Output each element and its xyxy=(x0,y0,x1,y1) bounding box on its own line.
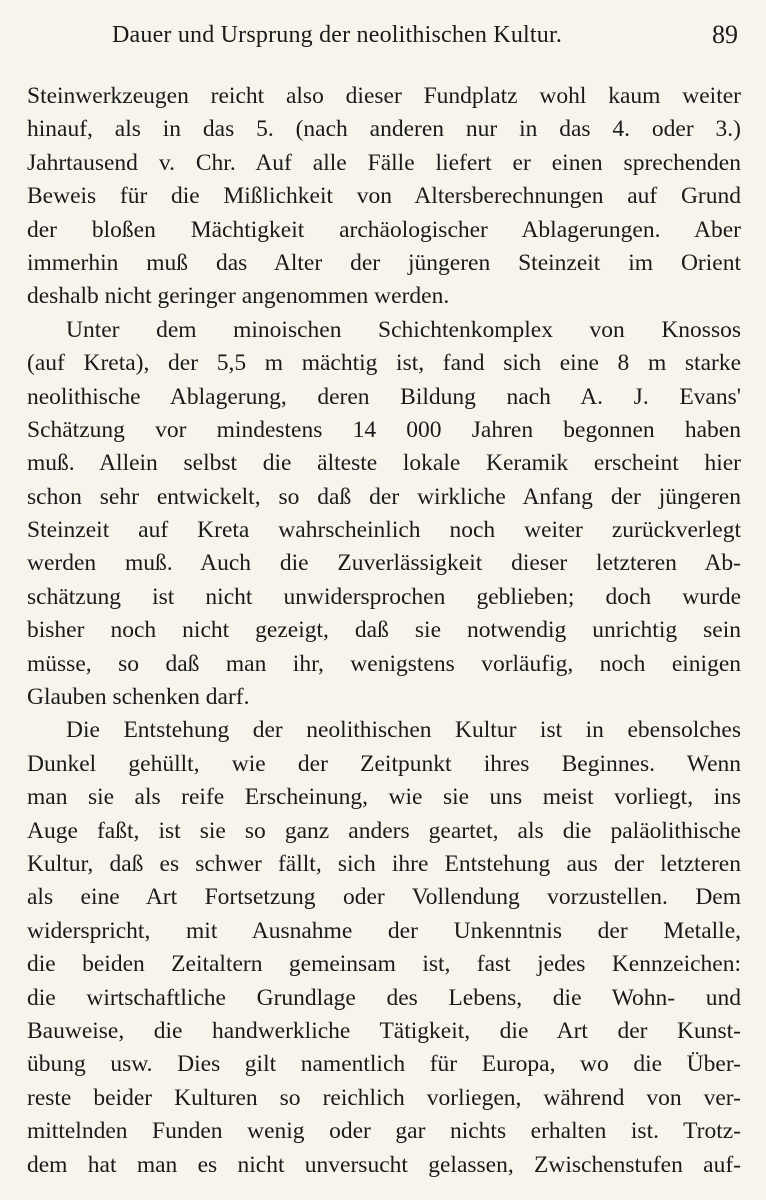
page-number: 89 xyxy=(712,20,738,49)
text-line: widerspricht, mit Ausnahme der Unkenntnis der Metalle, xyxy=(27,917,741,944)
text-line: Dunkel gehüllt, wie der Zeitpunkt ihres Beginnes. Wenn xyxy=(27,750,741,777)
text-line: Steinzeit auf Kreta wahrscheinlich noch weiter zurückverlegt xyxy=(27,517,741,544)
text-line: werden muß. Auch die Zuverlässigkeit dieser letzteren Ab- xyxy=(27,550,741,577)
running-head: Dauer und Ursprung der neolithischen Kultur. xyxy=(112,22,563,48)
text-line: Die Entstehung der neolithischen Kultur ist in ebensolches xyxy=(66,717,741,744)
text-line: übung usw. Dies gilt namentlich für Europa, wo die Über- xyxy=(27,1051,741,1078)
text-line: Unter dem minoischen Schichtenkomplex von Knossos xyxy=(66,316,741,343)
text-line: die beiden Zeitaltern gemeinsam ist, fast jedes Kennzeichen: xyxy=(27,951,741,978)
text-line: dem hat man es nicht unversucht gelassen, Zwischenstufen auf- xyxy=(27,1151,741,1178)
text-line: Jahrtausend v. Chr. Auf alle Fälle liefert er einen sprechenden xyxy=(27,149,741,176)
text-line: Schätzung vor mindestens 14 000 Jahren begonnen haben xyxy=(27,416,741,443)
text-line: (auf Kreta), der 5,5 m mächtig ist, fand sich eine 8 m starke xyxy=(27,350,741,377)
text-line: müsse, so daß man ihr, wenigstens vorläufig, noch einigen xyxy=(27,650,741,677)
text-line: muß. Allein selbst die älteste lokale Keramik erscheint hier xyxy=(27,450,741,477)
text-line: neolithische Ablagerung, deren Bildung nach A. J. Evans' xyxy=(27,383,741,410)
text-line: Bauweise, die handwerkliche Tätigkeit, die Art der Kunst- xyxy=(27,1017,741,1044)
text-line: schätzung ist nicht unwidersprochen geblieben; doch wurde xyxy=(27,583,741,610)
text-line: mittelnden Funden wenig oder gar nichts erhalten ist. Trotz- xyxy=(27,1118,741,1145)
body-text xyxy=(27,80,741,1182)
text-line: schon sehr entwickelt, so daß der wirkliche Anfang der jüngeren xyxy=(27,483,741,510)
text-line: der bloßen Mächtigkeit archäologischer Ablagerungen. Aber xyxy=(27,216,741,243)
text-line: als eine Art Fortsetzung oder Vollendung vorzustellen. Dem xyxy=(27,884,741,911)
text-line: reste beider Kulturen so reichlich vorliegen, während von ver- xyxy=(27,1084,741,1111)
text-line: Auge faßt, ist sie so ganz anders geartet, als die paläolithische xyxy=(27,817,741,844)
text-line: die wirtschaftliche Grundlage des Lebens, die Wohn- und xyxy=(27,984,741,1011)
text-line: deshalb nicht geringer angenommen werden. xyxy=(27,283,450,310)
text-line: man sie als reife Erscheinung, wie sie uns meist vorliegt, ins xyxy=(27,784,741,811)
paragraph-3 xyxy=(27,714,741,1181)
text-line: Kultur, daß es schwer fällt, sich ihre Entstehung aus der letzteren xyxy=(27,850,741,877)
text-line: Glauben schenken darf. xyxy=(27,684,250,711)
text-line: immerhin muß das Alter der jüngeren Steinzeit im Orient xyxy=(27,249,741,276)
paragraph-1 xyxy=(27,80,741,314)
paragraph-2 xyxy=(27,314,741,715)
text-line: bisher noch nicht gezeigt, daß sie notwendig unrichtig sein xyxy=(27,617,741,644)
text-line: Beweis für die Mißlichkeit von Altersberechnungen auf Grund xyxy=(27,183,741,210)
text-line: hinauf, als in das 5. (nach anderen nur in das 4. oder 3.) xyxy=(27,116,741,143)
text-line: Steinwerkzeugen reicht also dieser Fundplatz wohl kaum weiter xyxy=(27,83,741,109)
